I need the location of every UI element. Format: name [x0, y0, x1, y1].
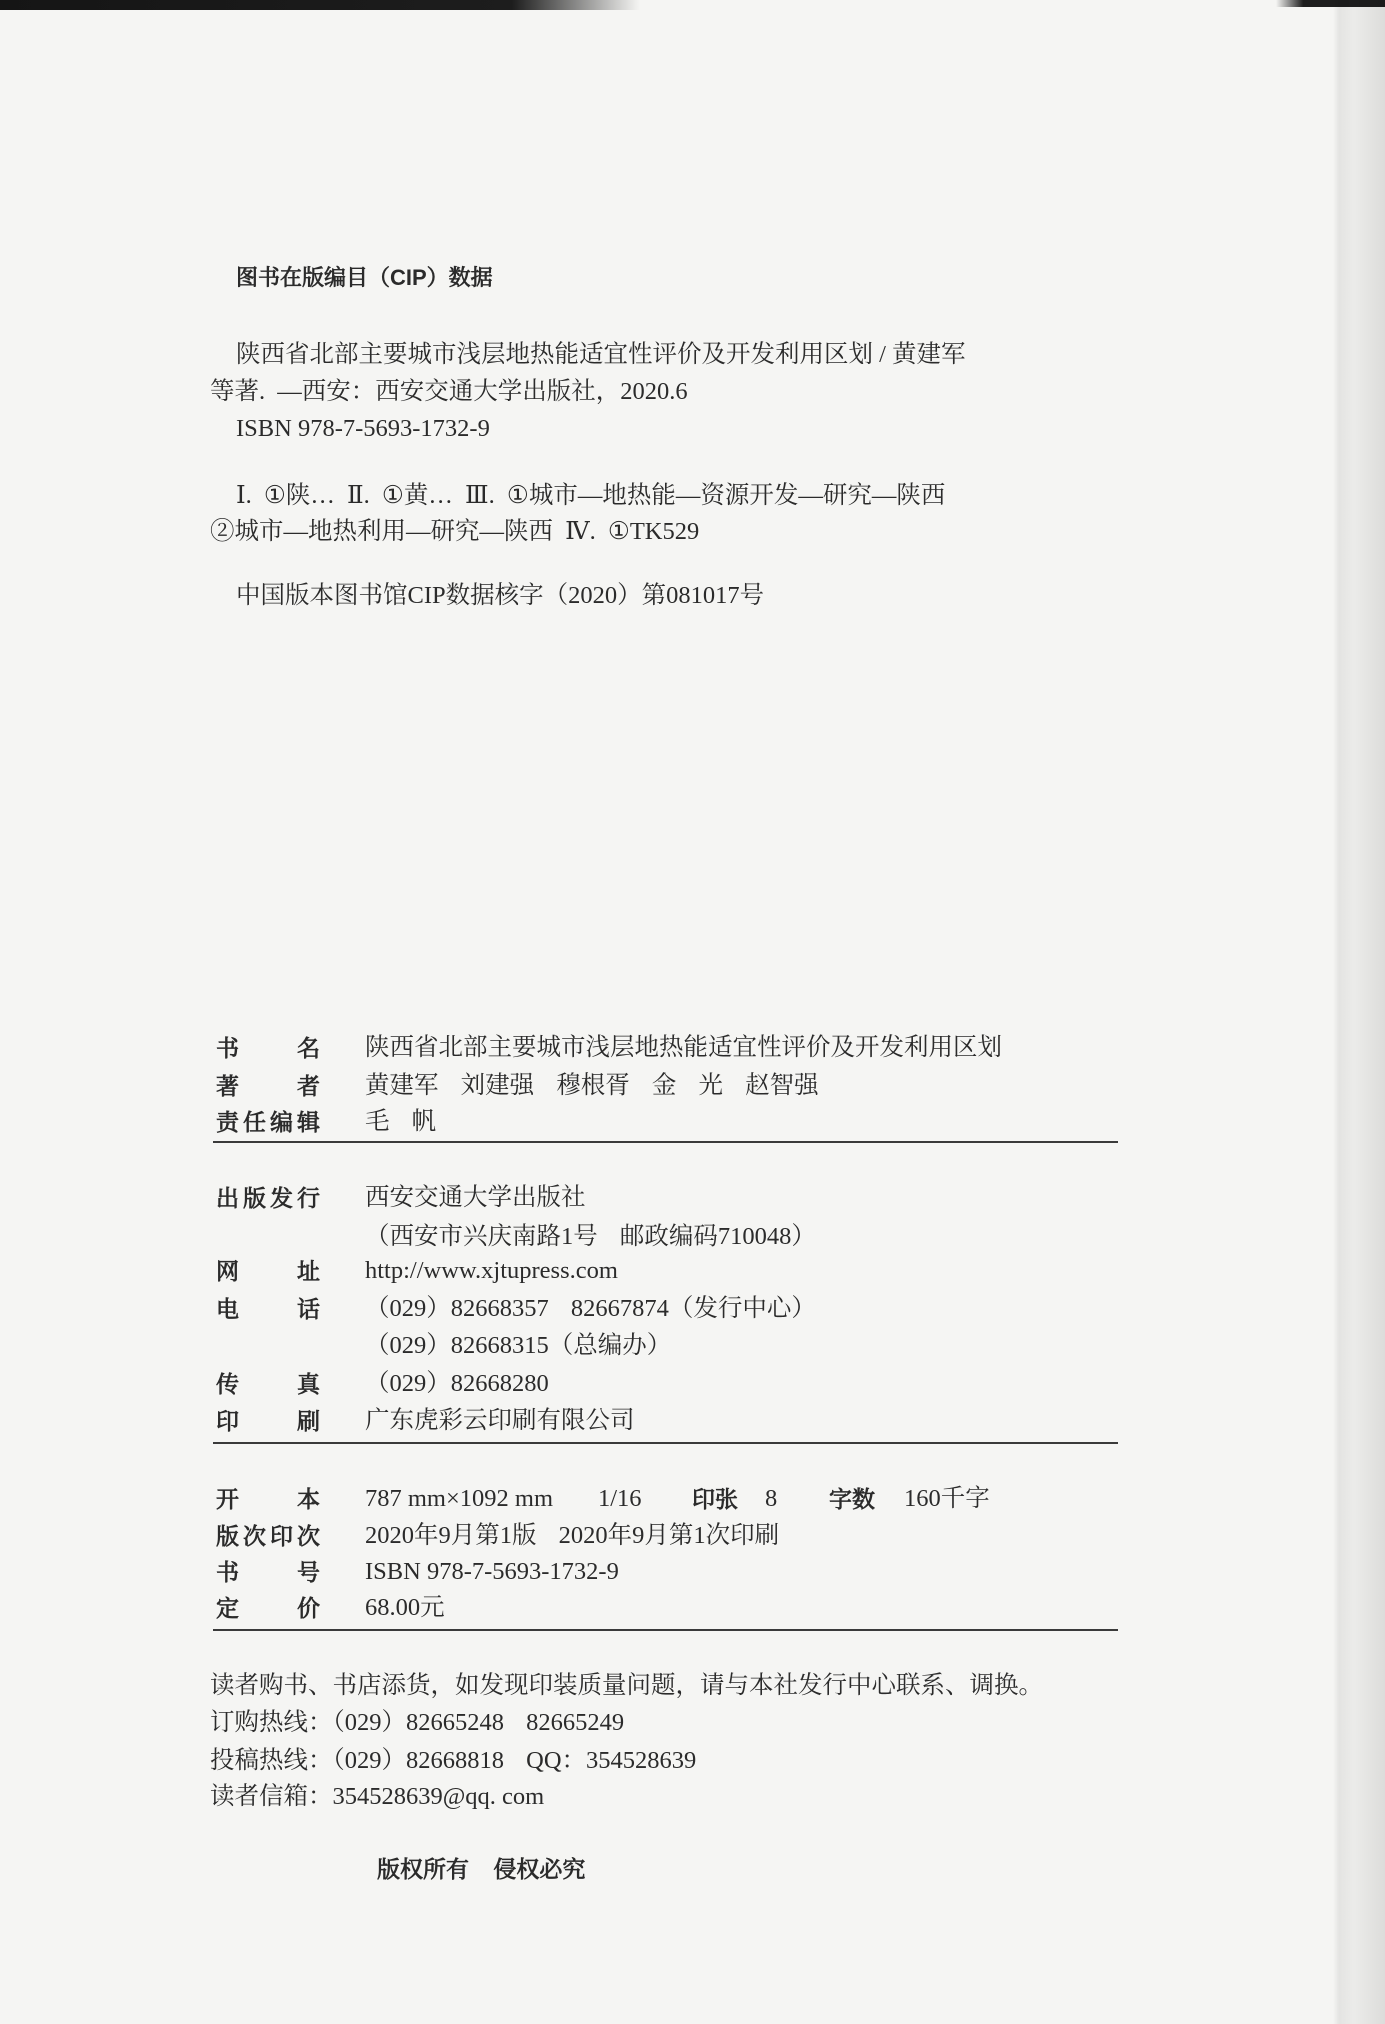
- info-row-phone-cont: [0, 1331, 1385, 1361]
- contact-label: 读者信箱：: [210, 1783, 333, 1810]
- info-value: 西安交通大学出版社: [365, 1184, 586, 1211]
- divider-rule: [213, 1629, 1118, 1631]
- info-label: 版次印次: [216, 1523, 320, 1549]
- format-fraction: 1/16: [598, 1485, 642, 1512]
- info-label: 书号: [216, 1559, 320, 1585]
- info-label: 书名: [216, 1035, 320, 1061]
- contact-value: （029）82665248 82665249: [332, 1709, 625, 1736]
- contact-reader-email: [210, 1782, 544, 1812]
- sheets-label: 印张: [692, 1486, 738, 1512]
- contact-value: 354528639@qq. com: [332, 1783, 545, 1810]
- info-value: （西安市兴庆南路1号 邮政编码710048）: [365, 1223, 816, 1250]
- format-size: 787 mm×1092 mm: [365, 1485, 554, 1512]
- page-edge-shadow: [1333, 0, 1385, 2024]
- cip-line-isbn: ISBN 978-7-5693-1732-9: [236, 415, 490, 442]
- info-row-website: [0, 1256, 1385, 1286]
- info-value: 2020年9月第1版 2020年9月第1次印刷: [365, 1522, 780, 1549]
- sheets-value: 8: [765, 1485, 778, 1512]
- info-value: 黄建军 刘建强 穆根胥 金 光 赵智强: [365, 1072, 819, 1099]
- info-value: http://www.xjtupress.com: [365, 1257, 618, 1284]
- info-label: 定价: [216, 1595, 320, 1621]
- info-row-printer: [0, 1406, 1385, 1436]
- info-value: （029）82668280: [365, 1370, 549, 1397]
- cip-line-title: 陕西省北部主要城市浅层地热能适宜性评价及开发利用区划 / 黄建军: [236, 341, 966, 368]
- info-label: 传真: [216, 1371, 320, 1397]
- info-label: 责任编辑: [216, 1109, 320, 1135]
- contact-order-hotline: [210, 1708, 624, 1738]
- info-row-authors: [0, 1071, 1385, 1101]
- info-row-address: [0, 1222, 1385, 1252]
- info-row-format: [0, 1484, 1385, 1514]
- info-label: 电话: [216, 1296, 320, 1322]
- reader-notice: 读者购书、书店添货，如发现印装质量问题，请与本社发行中心联系、调换。: [210, 1672, 1043, 1699]
- contact-value: （029）82668818 QQ：354528639: [332, 1747, 697, 1774]
- info-value: ISBN 978-7-5693-1732-9: [365, 1558, 619, 1585]
- info-label: 著者: [216, 1073, 320, 1099]
- contact-submission-hotline: [210, 1746, 696, 1776]
- info-row-publisher: [0, 1183, 1385, 1213]
- info-value: 广东虎彩云印刷有限公司: [365, 1407, 635, 1434]
- info-value: （029）82668315（总编办）: [365, 1332, 672, 1359]
- cip-line-subjects: Ⅰ. ①陕… Ⅱ. ①黄… Ⅲ. ①城市—地热能—资源开发—研究—陕西: [236, 482, 946, 509]
- info-row-price: [0, 1593, 1385, 1623]
- info-label: 印刷: [216, 1408, 320, 1434]
- info-label: 网址: [216, 1258, 320, 1284]
- divider-rule: [213, 1442, 1118, 1444]
- copyright-notice: 版权所有 侵权必究: [377, 1856, 586, 1882]
- scan-edge-top-left: [0, 0, 640, 10]
- info-row-isbn: [0, 1557, 1385, 1587]
- info-row-edition: [0, 1521, 1385, 1551]
- word-count-value: 160千字: [904, 1485, 990, 1512]
- divider-rule: [213, 1141, 1118, 1143]
- info-label: 出版发行: [216, 1185, 320, 1211]
- info-row-fax: [0, 1369, 1385, 1399]
- info-row-editor: [0, 1107, 1385, 1137]
- contact-label: 投稿热线：: [210, 1747, 333, 1774]
- contact-label: 订购热线：: [210, 1709, 333, 1736]
- info-value: 68.00元: [365, 1594, 445, 1621]
- info-row-phone: [0, 1294, 1385, 1324]
- info-value: （029）82668357 82667874（发行中心）: [365, 1295, 816, 1322]
- info-value: 毛 帆: [365, 1108, 437, 1135]
- info-row-book-title: [0, 1033, 1385, 1063]
- cip-heading: 图书在版编目（CIP）数据: [236, 265, 493, 290]
- info-label: 开本: [216, 1486, 320, 1512]
- word-count-label: 字数: [829, 1486, 875, 1512]
- info-value: 陕西省北部主要城市浅层地热能适宜性评价及开发利用区划: [365, 1034, 1002, 1061]
- cip-line-subjects-cont: ②城市—地热利用—研究—陕西 Ⅳ. ①TK529: [210, 518, 700, 545]
- cip-line-record-number: 中国版本图书馆CIP数据核字（2020）第081017号: [236, 582, 765, 609]
- cip-line-publisher: 等著. —西安：西安交通大学出版社，2020.6: [210, 378, 688, 405]
